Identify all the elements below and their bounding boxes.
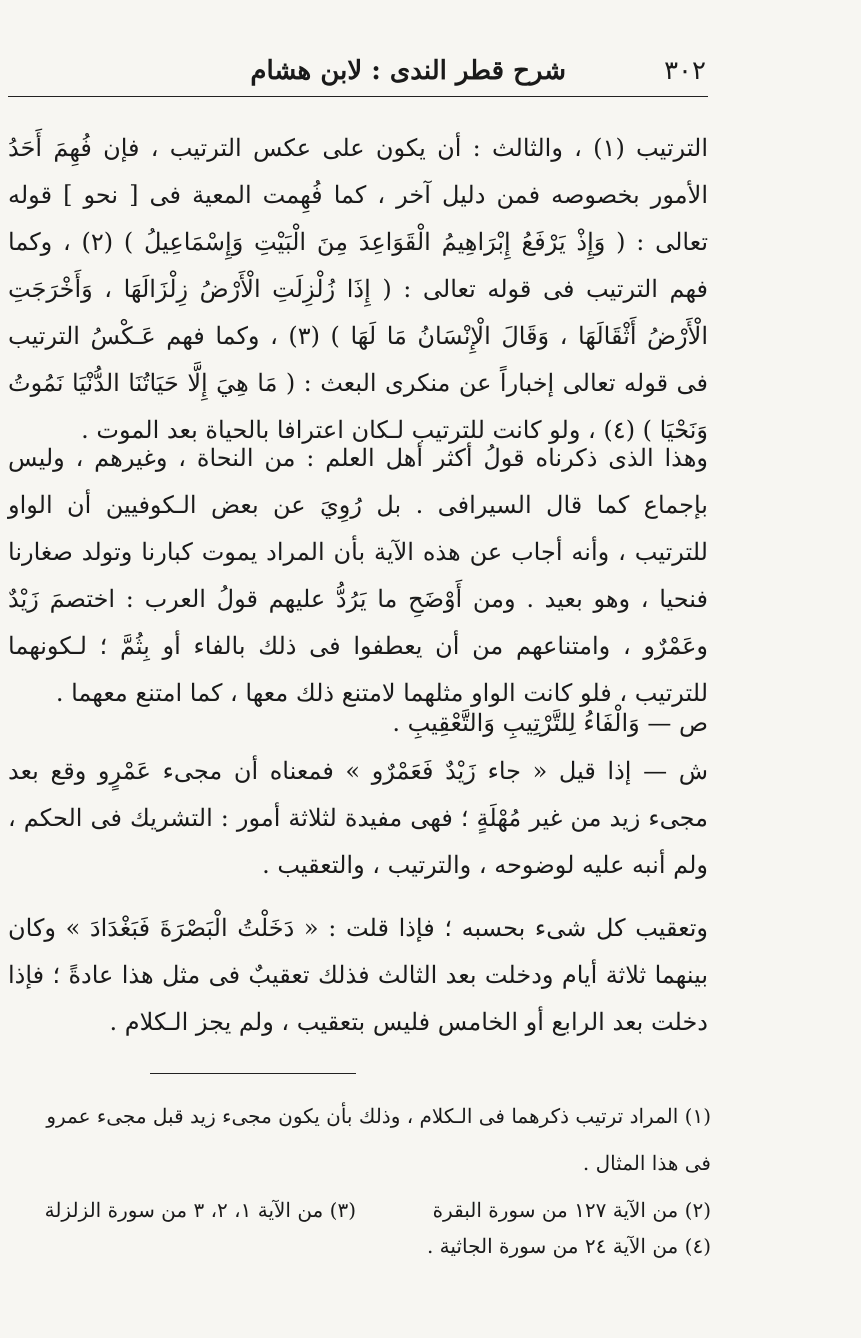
paragraph-1: الترتيب (١) ، والثالث : أن يكون على عكس الترتيب ، فإن فُهِمَ أَحَدُ الأمور بخصوصه فمن دليل آخر ، كما فُهِمت المعية فى [ نحو ] قوله تعالى : ( وَإِذْ يَرْفَعُ إِبْرَاهِيمُ الْقَوَاعِدَ مِنَ الْبَيْتِ وَإِسْمَاعِيلُ ) (٢) ، وكما فهم الترتيب فى قوله تعالى : ( إِذَا زُلْزِلَتِ الْأَرْضُ زِلْزَالَهَا ، وَأَخْرَجَتِ الْأَرْضُ أَثْقَالَهَا ، وَقَالَ الْإِنْسَانُ مَا لَهَا ) (٣) ، وكما فهم عَـكْسُ الترتيب فى قوله تعالى إخباراً عن منكرى البعث : ( مَا هِيَ إِلَّا حَيَاتُنَا الدُّنْيَا نَمُوتُ وَنَحْيَا ) (٤) ، ولو كانت للترتيب لـكان اعترافا بالحياة بعد الموت . <box>8 134 708 444</box>
commentary-paragraph: ش — إذا قيل « جاء زَيْدٌ فَعَمْرٌو » فمعناه أن مجىء عَمْرٍو وقع بعد مجىء زيد من غير مُهْلَةٍ ؛ فهى مفيدة لثلاثة أمور : التشريك فى الحكم ، ولم أنبه عليه لوضوحه ، والترتيب ، والتعقيب . <box>8 757 708 879</box>
footnote-rule <box>150 1073 356 1074</box>
footnote-1-continuation: فى هذا المثال . <box>582 1151 711 1175</box>
paragraph-2: وهذا الذى ذكرناه قولُ أكثر أهل العلم : من النحاة ، وغيرهم ، وليس بإجماع كما قال السيرافى . بل رُوِيَ عن بعض الـكوفيين أن الواو للترتيب ، وأنه أجاب عن هذه الآية بأن المراد يموت كبارنا وتولد صغارنا فنحيا ، وهو بعيد . ومن أَوْضَحِ ما يَرُدُّ عليهم قولُ العرب : اختصمَ زَيْدٌ وعَمْرٌو ، وامتناعهم من أن يعطفوا فى ذلك بالفاء أو بِثُمَّ ؛ لـكونهما للترتيب ، فلو كانت الواو مثلهما لامتنع ذلك معها ، كما امتنع معهما . <box>8 444 708 707</box>
page-header <box>0 48 861 108</box>
paragraph-5: وتعقيب كل شىء بحسبه ؛ فإذا قلت : « دَخَلْتُ الْبَصْرَةَ فَبَغْدَادَ » وكان بينهما ثلاثة أيام ودخلت بعد الثالث فذلك تعقيبٌ فى مثل هذا عادةً ؛ فإذا دخلت بعد الرابع أو الخامس فليس بتعقيب ، ولم يجز الـكلام . <box>8 914 709 1036</box>
footnote-2: (٢) من الآية ١٢٧ من سورة البقرة <box>432 1198 711 1222</box>
header-rule <box>8 96 708 97</box>
footnote-1: (١) المراد ترتيب ذكرهما فى الـكلام ، وذلك بأن يكون مجىء زيد قبل مجىء عمرو <box>46 1104 711 1128</box>
footnote-4: (٤) من الآية ٢٤ من سورة الجاثية . <box>426 1234 711 1258</box>
footnote-3: (٣) من الآية ١، ٢، ٣ من سورة الزلزلة <box>44 1198 356 1222</box>
page-number: ٣٠٢ <box>664 56 706 86</box>
rule-statement: ص — وَالْفَاءُ لِلتَّرْتِيبِ وَالتَّعْقِيبِ . <box>392 709 708 737</box>
running-title: شرح قطر الندى : لابن هشام <box>250 56 566 86</box>
